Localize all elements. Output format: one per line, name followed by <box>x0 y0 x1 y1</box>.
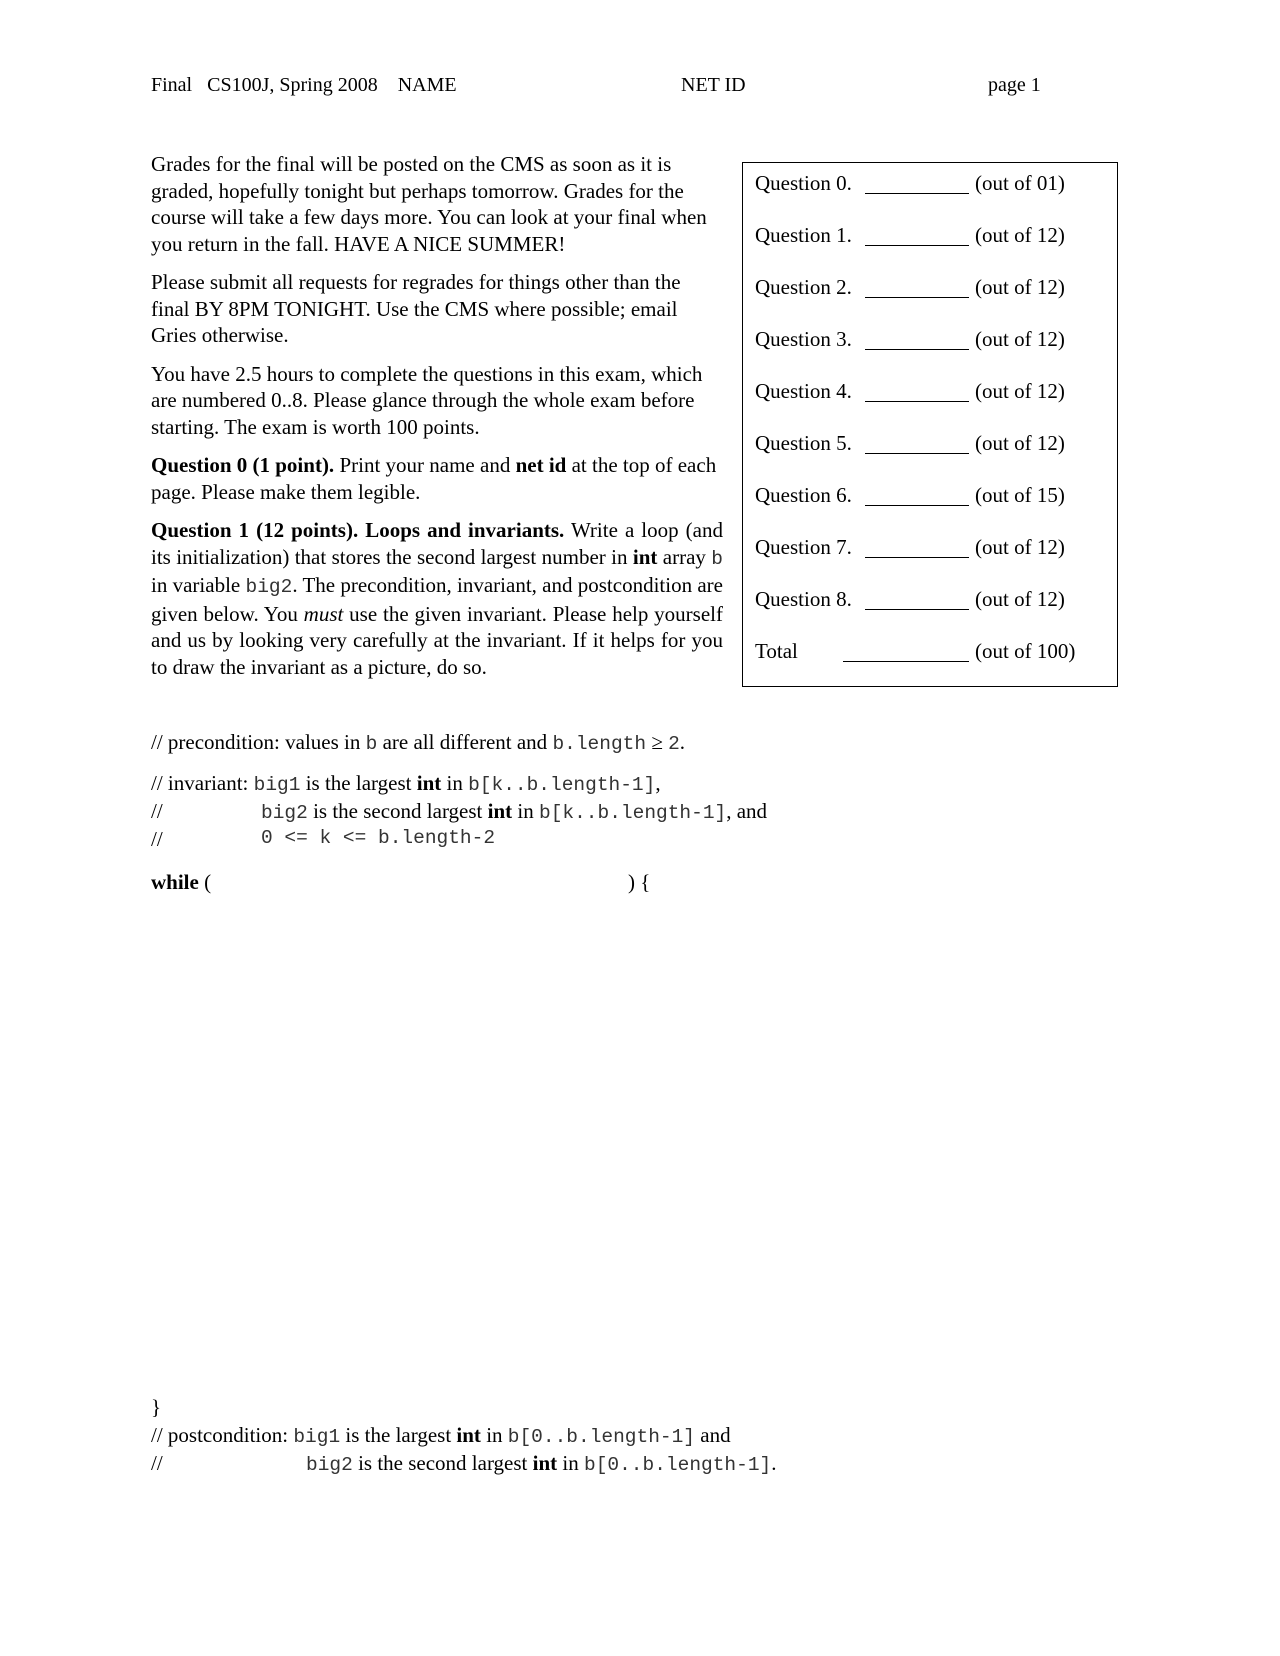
while-keyword: while <box>151 870 199 894</box>
score-label: Question 2. <box>755 275 852 299</box>
score-row-q0 <box>755 171 1115 201</box>
inv2-big2: big2 <box>261 802 308 824</box>
question-1-text-4: . The precondition, invariant, and postcondition are given below. You <box>151 573 723 626</box>
post2-range: b[0..b.length-1] <box>584 1454 772 1476</box>
post2-big2: big2 <box>306 1454 353 1476</box>
post-in: in <box>480 1423 508 1447</box>
score-blank[interactable] <box>865 297 969 298</box>
post2-int: int <box>532 1451 558 1475</box>
question-1-var-big2: big2 <box>245 576 293 598</box>
question-1-text-2: array <box>657 544 712 569</box>
intro-paragraph-3: You have 2.5 hours to complete the questions in this exam, which are numbered 0..8. Please glance through the whole exam before starting. The exam is worth 100 points. <box>151 361 703 439</box>
score-out-of: (out of 12) <box>975 327 1065 351</box>
post-label: // postcondition: <box>151 1423 294 1447</box>
post-text: is the largest <box>340 1423 457 1447</box>
score-total-out-of: (out of 100) <box>975 639 1076 663</box>
score-out-of: (out of 12) <box>975 431 1065 455</box>
score-label: Question 1. <box>755 223 852 247</box>
pre-var-b: b <box>365 733 378 755</box>
score-out-of: (out of 12) <box>975 379 1065 403</box>
while-open-paren: ( <box>198 870 212 894</box>
invariant-line-3 <box>151 827 871 852</box>
score-blank[interactable] <box>865 401 969 402</box>
score-total-blank[interactable] <box>843 661 969 662</box>
close-brace: } <box>151 1395 162 1419</box>
post-big1: big1 <box>293 1426 341 1448</box>
inv2-text: is the second largest <box>307 799 488 823</box>
invariant-line-2 <box>151 799 871 824</box>
score-row-q5 <box>755 431 1115 461</box>
score-row-q7 <box>755 535 1115 565</box>
header-page: page 1 <box>988 74 1041 96</box>
score-out-of: (out of 01) <box>975 171 1065 195</box>
inv2-in: in <box>512 799 539 823</box>
header-left: Final CS100J, Spring 2008 NAME <box>151 74 457 96</box>
score-row-q1 <box>755 223 1115 253</box>
post2-period: . <box>771 1451 777 1475</box>
score-blank[interactable] <box>865 193 969 194</box>
score-row-q2 <box>755 275 1115 305</box>
pre-period: . <box>679 730 686 754</box>
score-table <box>742 162 1118 687</box>
score-blank[interactable] <box>865 453 969 454</box>
question-1-title: Question 1 (12 points). Loops and invariants. <box>151 518 565 542</box>
while-line <box>151 870 671 895</box>
post2-text: is the second largest <box>352 1451 533 1475</box>
score-label: Question 0. <box>755 171 852 195</box>
pre-text-c: are all different and <box>377 730 553 754</box>
score-out-of: (out of 12) <box>975 587 1065 611</box>
invariant-line-1 <box>151 771 661 796</box>
score-blank[interactable] <box>865 557 969 558</box>
intro-text <box>151 151 723 692</box>
question-0-title: Question 0 (1 point). <box>151 453 335 477</box>
question-1-int: int <box>632 544 658 569</box>
post-range: b[0..b.length-1] <box>507 1426 696 1448</box>
post2-in: in <box>557 1451 584 1475</box>
pre-length: b.length <box>552 733 647 755</box>
question-1-text-3: in variable <box>151 573 246 597</box>
score-total-label: Total <box>755 639 798 663</box>
comment-slash: // <box>151 1451 163 1475</box>
score-label: Question 6. <box>755 483 852 507</box>
score-blank[interactable] <box>865 349 969 350</box>
question-0-netid: net id <box>515 453 567 477</box>
while-close: ) { <box>628 870 651 894</box>
score-label: Question 5. <box>755 431 852 455</box>
pre-geq: ≥ <box>646 730 669 754</box>
inv-comma: , <box>655 771 661 795</box>
score-label: Question 4. <box>755 379 852 403</box>
question-1-must: must <box>303 601 344 626</box>
score-blank[interactable] <box>865 505 969 506</box>
score-label: Question 8. <box>755 587 852 611</box>
intro-paragraph-1: Grades for the final will be posted on the CMS as soon as it is graded, hopefully tonight but perhaps tomorrow. Grades for the course will take a few days more. You can look at your final when you return in the fall. HAVE A NICE SUMMER! <box>151 152 707 256</box>
score-row-q6 <box>755 483 1115 513</box>
postcondition-line-2 <box>151 1451 871 1476</box>
score-row-total <box>755 639 1115 669</box>
inv-in: in <box>441 771 469 795</box>
question-0 <box>151 452 723 505</box>
comment-slash: // <box>151 827 163 851</box>
question-1-var-b: b <box>711 547 723 570</box>
score-row-q8 <box>755 587 1115 617</box>
score-row-q3 <box>755 327 1115 357</box>
postcondition-line-1 <box>151 1423 731 1448</box>
intro-paragraph-2: Please submit all requests for regrades for things other than the final BY 8PM TONIGHT. Use the CMS where possible; email Gries otherwise. <box>151 270 681 347</box>
post-int: int <box>456 1423 481 1447</box>
inv3-range: 0 <= k <= b.length-2 <box>261 827 496 849</box>
score-blank[interactable] <box>865 245 969 246</box>
inv2-int: int <box>487 799 513 823</box>
question-1-text-5: use the given invariant. Please help yourself and us by looking very carefully at the invariant. If it helps for you to draw the invariant as a picture, do so. <box>151 601 723 679</box>
header-netid: NET ID <box>681 74 746 96</box>
score-label: Question 3. <box>755 327 852 351</box>
pre-text-a: // precondition: values in <box>151 730 366 754</box>
score-blank[interactable] <box>865 609 969 610</box>
score-out-of: (out of 12) <box>975 275 1065 299</box>
inv-range: b[k..b.length-1] <box>468 774 656 796</box>
question-0-text-b: at the top of each page. Please make them legible. <box>151 453 717 504</box>
comment-slash: // <box>151 799 163 823</box>
score-label: Question 7. <box>755 535 852 559</box>
post-and: and <box>695 1423 731 1447</box>
question-0-text-a: Print your name and <box>334 453 516 477</box>
inv-label: // invariant: <box>151 771 254 795</box>
inv-text: is the largest <box>300 771 417 795</box>
inv2-range: b[k..b.length-1] <box>539 802 727 824</box>
inv-big1: big1 <box>253 774 301 796</box>
score-out-of: (out of 15) <box>975 483 1065 507</box>
score-row-q4 <box>755 379 1115 409</box>
score-out-of: (out of 12) <box>975 223 1065 247</box>
precondition <box>151 730 685 755</box>
question-1-text-1: Write a loop (and its initialization) that stores the second largest number in <box>151 518 723 569</box>
inv-int: int <box>416 771 442 795</box>
score-out-of: (out of 12) <box>975 535 1065 559</box>
question-1 <box>151 517 723 680</box>
inv2-and: , and <box>726 799 768 823</box>
pre-two: 2 <box>668 733 680 755</box>
